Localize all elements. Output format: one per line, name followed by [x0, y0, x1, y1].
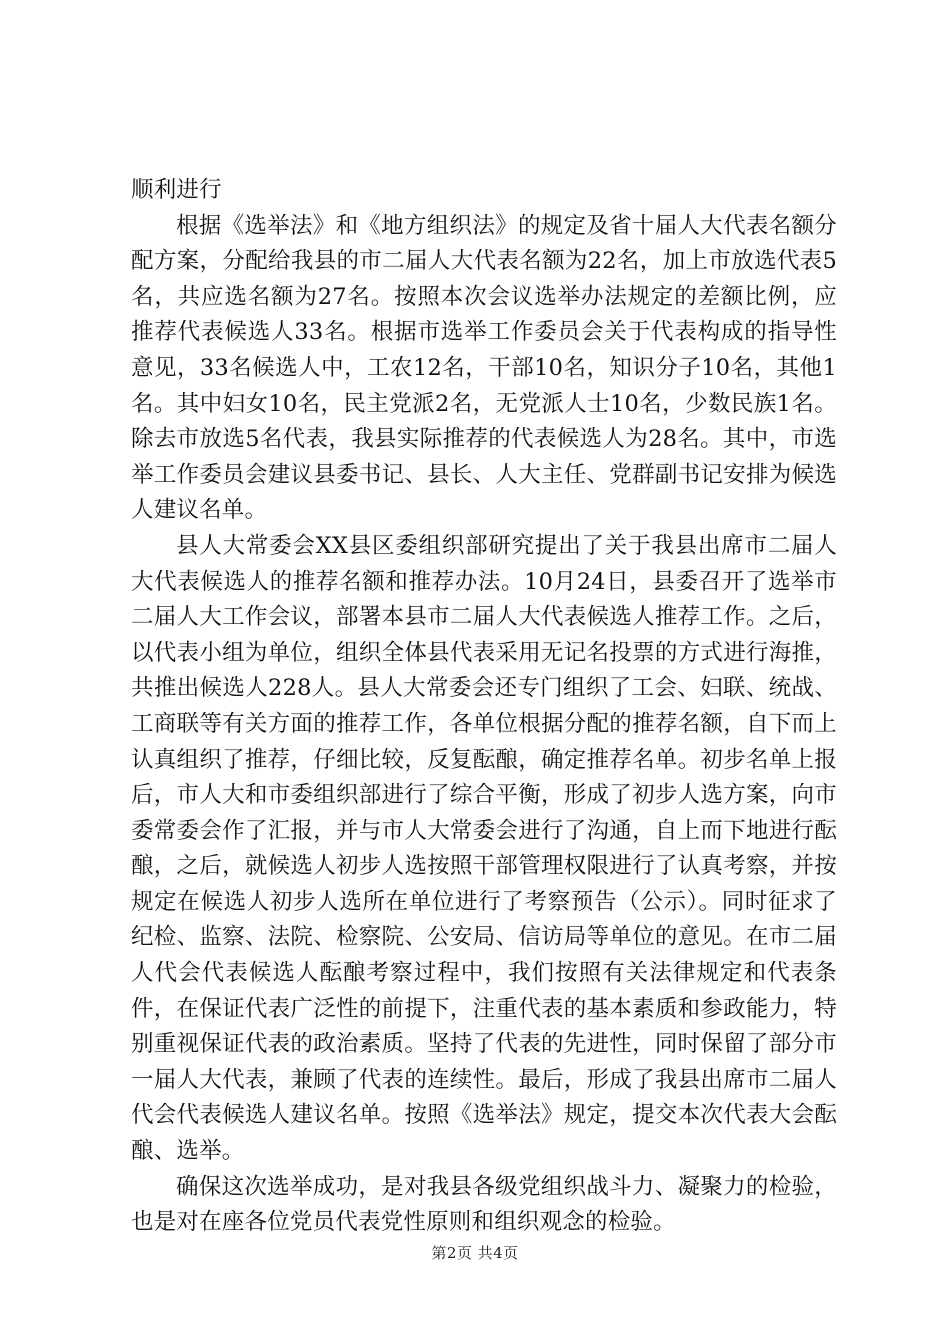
paragraph-conclusion: 确保这次选举成功，是对我县各级党组织战斗力、凝聚力的检验，也是对在座各位党员代表党性原则和组织观念的检验。 [131, 1173, 837, 1236]
document-body [131, 173, 837, 1241]
paragraph-continuation: 顺利进行 [131, 177, 222, 203]
paragraph-quota: 根据《选举法》和《地方组织法》的规定及省十届人大代表名额分配方案，分配给我县的市二届人大代表名额为22名，加上市放选代表5名，共应选名额为27名。按照本次会议选举办法规定的差额比例，应推荐代表候选人33名。根据市选举工作委员会关于代表构成的指导性意见，33名候选人中，工农12名，干部10名，知识分子10名，其他1名。其中妇女10名，民主党派2名，无党派人士10名，少数民族1名。除去市放选5名代表，我县实际推荐的代表候选人为28名。其中，市选举工作委员会建议县委书记、县长、人大主任、党群副书记安排为候选人建议名单。 [131, 212, 837, 524]
page-number-footer: 第2页 共4页 [431, 1244, 519, 1262]
paragraph-nomination-process: 县人大常委会XX县区委组织部研究提出了关于我县出席市二届人大代表候选人的推荐名额和推荐办法。10月24日，县委召开了选举市二届人大工作会议，部署本县市二届人大代表候选人推荐工作。之后，以代表小组为单位，组织全体县代表采用无记名投票的方式进行海推，共推出候选人228人。县人大常委会还专门组织了工会、妇联、统战、工商联等有关方面的推荐工作，各单位根据分配的推荐名额，自下而上认真组织了推荐，仔细比较，反复酝酿，确定推荐名单。初步名单上报后，市人大和市委组织部进行了综合平衡，形成了初步人选方案，向市委常委会作了汇报，并与市人大常委会进行了沟通，自上而下地进行酝酿，之后，就候选人初步人选按照干部管理权限进行了认真考察，并按规定在候选人初步人选所在单位进行了考察预告（公示）。同时征求了纪检、监察、法院、检察院、公安局、信访局等单位的意见。在市二届人代会代表候选人酝酿考察过程中，我们按照有关法律规定和代表条件，在保证代表广泛性的前提下，注重代表的基本素质和参政能力，特别重视保证代表的政治素质。坚持了代表的先进性，同时保留了部分市一届人大代表，兼顾了代表的连续性。最后，形成了我县出席市二届人代会代表候选人建议名单。按照《选举法》规定，提交本次代表大会酝酿、选举。 [131, 532, 837, 1165]
